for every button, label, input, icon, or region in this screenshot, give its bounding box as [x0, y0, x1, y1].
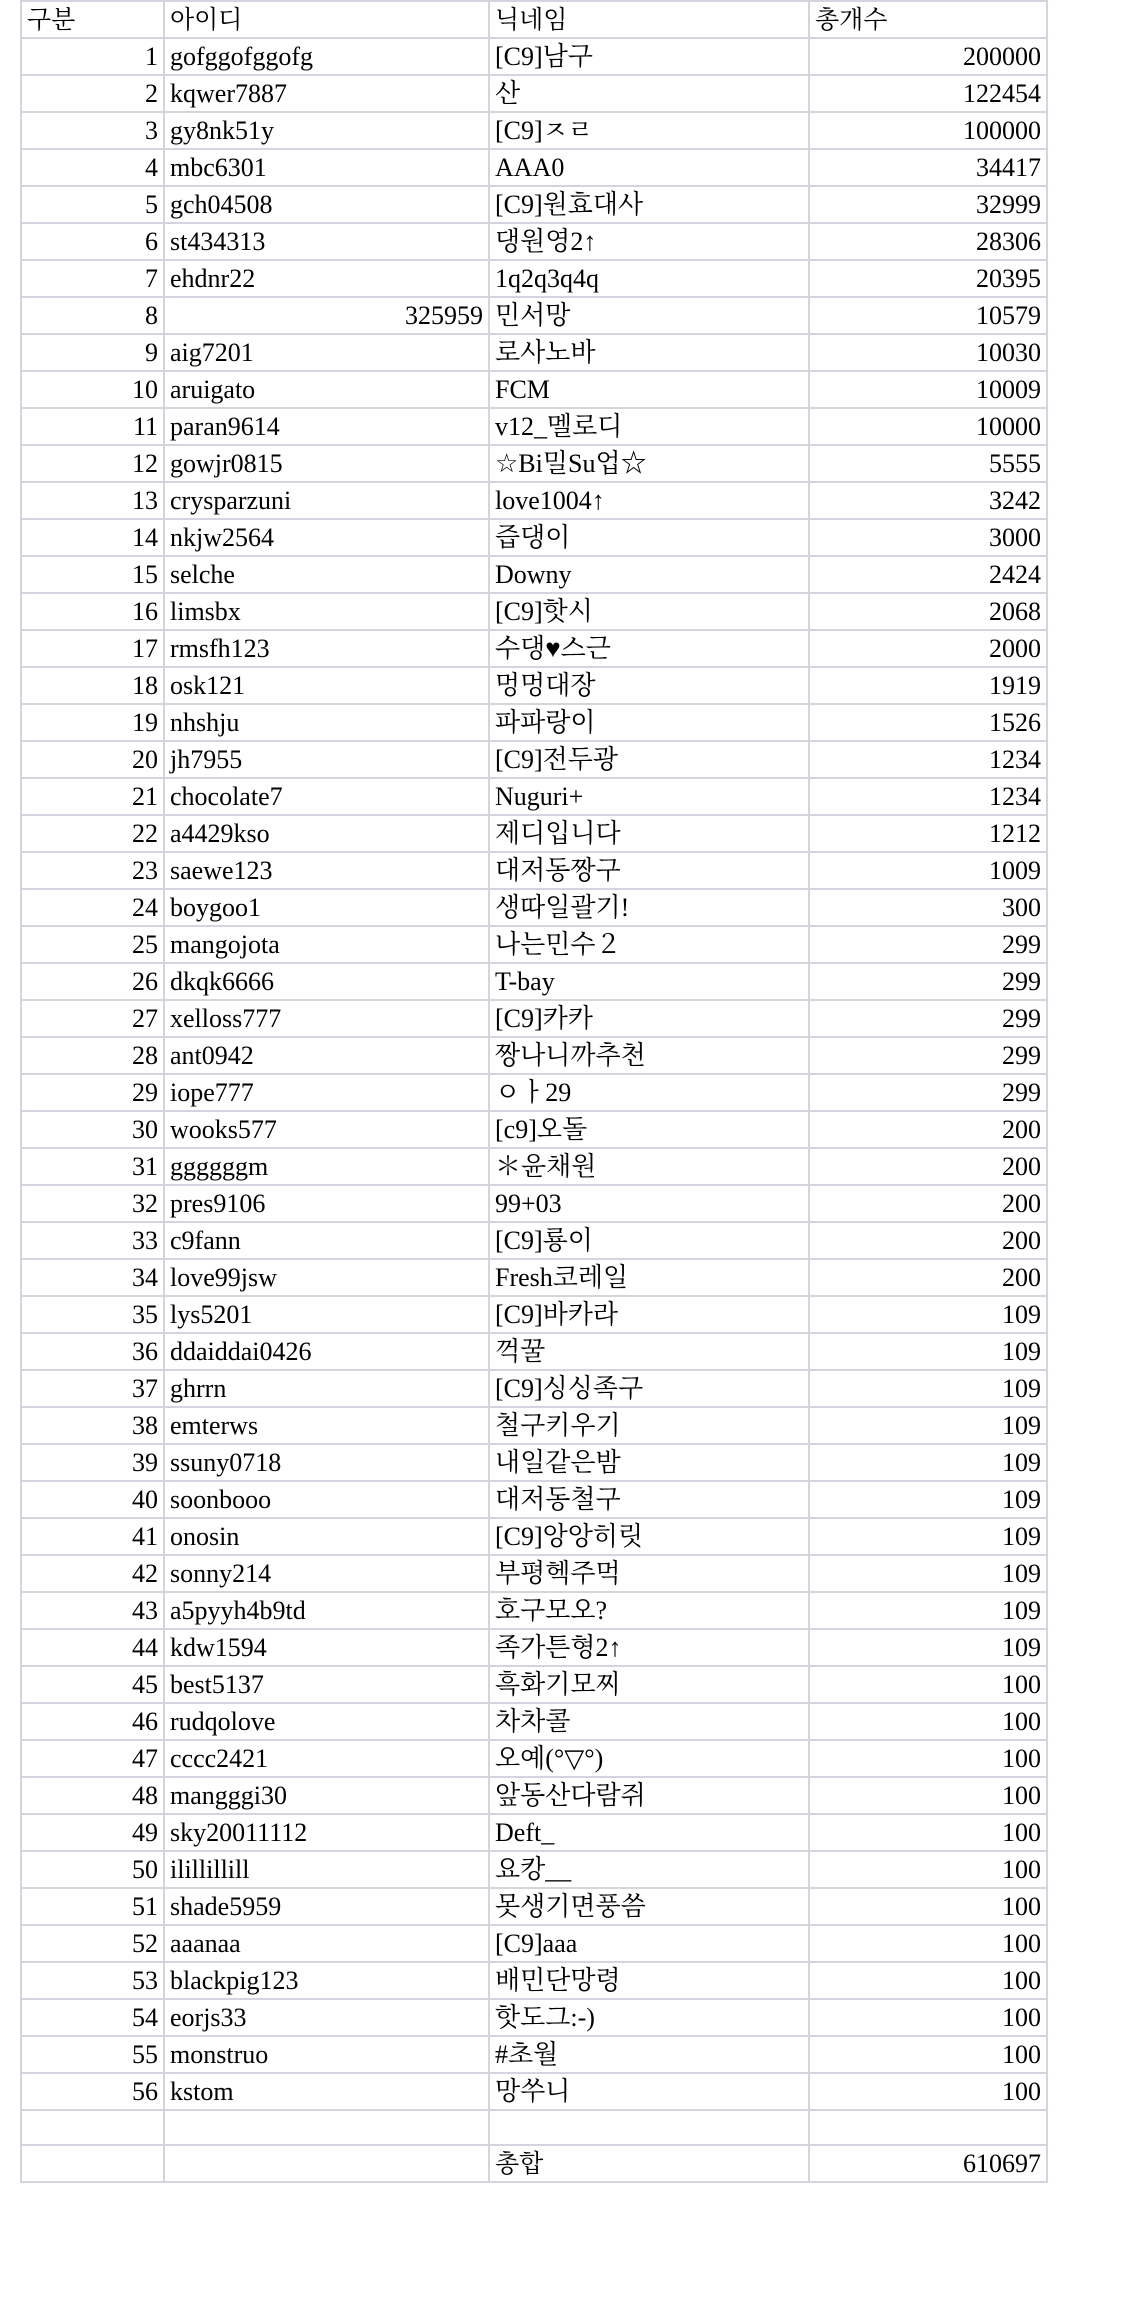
- cell-id: aruigato: [164, 371, 489, 408]
- cell-total: 200: [809, 1148, 1047, 1185]
- cell-id: ssuny0718: [164, 1444, 489, 1481]
- cell-no: 34: [21, 1259, 164, 1296]
- cell-nick: 제디입니다: [489, 815, 809, 852]
- summary-empty-cell: [21, 2145, 164, 2182]
- header-total: 총개수: [809, 1, 1047, 38]
- cell-nick: 호구모오?: [489, 1592, 809, 1629]
- cell-nick: 생따일괄기!: [489, 889, 809, 926]
- cell-total: 2068: [809, 593, 1047, 630]
- cell-id: monstruo: [164, 2036, 489, 2073]
- cell-id: boygoo1: [164, 889, 489, 926]
- cell-nick: 내일같은밤: [489, 1444, 809, 1481]
- cell-no: 47: [21, 1740, 164, 1777]
- cell-nick: [C9]남구: [489, 38, 809, 75]
- cell-nick: [C9]aaa: [489, 1925, 809, 1962]
- cell-no: 16: [21, 593, 164, 630]
- cell-nick: [C9]원효대사: [489, 186, 809, 223]
- cell-total: 3242: [809, 482, 1047, 519]
- cell-no: 7: [21, 260, 164, 297]
- cell-no: 21: [21, 778, 164, 815]
- summary-empty-cell: [164, 2145, 489, 2182]
- header-row: [21, 1, 1047, 38]
- cell-id: blackpig123: [164, 1962, 489, 1999]
- cell-no: 37: [21, 1370, 164, 1407]
- cell-id: saewe123: [164, 852, 489, 889]
- cell-id: nkjw2564: [164, 519, 489, 556]
- cell-id: ddaiddai0426: [164, 1333, 489, 1370]
- cell-no: 56: [21, 2073, 164, 2110]
- cell-total: 10009: [809, 371, 1047, 408]
- cell-total: 100: [809, 1814, 1047, 1851]
- cell-total: 100: [809, 1925, 1047, 1962]
- table-row: [21, 556, 1047, 593]
- cell-nick: [C9]카카: [489, 1000, 809, 1037]
- cell-nick: 99+03: [489, 1185, 809, 1222]
- table-row: [21, 704, 1047, 741]
- cell-id: c9fann: [164, 1222, 489, 1259]
- cell-total: 299: [809, 1037, 1047, 1074]
- cell-nick: AAA0: [489, 149, 809, 186]
- cell-no: 2: [21, 75, 164, 112]
- cell-id: eorjs33: [164, 1999, 489, 2036]
- cell-nick: 부평헥주먹: [489, 1555, 809, 1592]
- cell-id: selche: [164, 556, 489, 593]
- table-row: [21, 1037, 1047, 1074]
- table-row: [21, 1555, 1047, 1592]
- cell-nick: 족가튼형2↑: [489, 1629, 809, 1666]
- cell-total: 32999: [809, 186, 1047, 223]
- cell-nick: 짱나니까추천: [489, 1037, 809, 1074]
- cell-no: 55: [21, 2036, 164, 2073]
- cell-no: 43: [21, 1592, 164, 1629]
- cell-total: 100: [809, 1703, 1047, 1740]
- table-row: [21, 149, 1047, 186]
- table-row: [21, 1148, 1047, 1185]
- cell-total: 1009: [809, 852, 1047, 889]
- table-row: [21, 1999, 1047, 2036]
- cell-total: 200000: [809, 38, 1047, 75]
- cell-total: 100: [809, 1851, 1047, 1888]
- cell-total: 200: [809, 1185, 1047, 1222]
- cell-id: crysparzuni: [164, 482, 489, 519]
- cell-nick: 차차콜: [489, 1703, 809, 1740]
- table-row: [21, 778, 1047, 815]
- cell-total: 109: [809, 1629, 1047, 1666]
- cell-total: 20395: [809, 260, 1047, 297]
- cell-total: 28306: [809, 223, 1047, 260]
- cell-total: 100: [809, 1888, 1047, 1925]
- cell-nick: 대저동짱구: [489, 852, 809, 889]
- blank-cell: [489, 2110, 809, 2145]
- cell-nick: [C9]ㅈㄹ: [489, 112, 809, 149]
- cell-total: 299: [809, 1000, 1047, 1037]
- cell-total: 100: [809, 1777, 1047, 1814]
- cell-nick: 요캉__: [489, 1851, 809, 1888]
- table-row: [21, 1925, 1047, 1962]
- cell-id: rudqolove: [164, 1703, 489, 1740]
- cell-total: 109: [809, 1518, 1047, 1555]
- table-row: [21, 223, 1047, 260]
- table-row: [21, 112, 1047, 149]
- cell-no: 30: [21, 1111, 164, 1148]
- cell-total: 109: [809, 1370, 1047, 1407]
- cell-no: 48: [21, 1777, 164, 1814]
- cell-nick: ＊윤채원: [489, 1148, 809, 1185]
- cell-id: ghrrn: [164, 1370, 489, 1407]
- cell-id: paran9614: [164, 408, 489, 445]
- cell-id: love99jsw: [164, 1259, 489, 1296]
- cell-id: ehdnr22: [164, 260, 489, 297]
- cell-no: 9: [21, 334, 164, 371]
- cell-total: 109: [809, 1333, 1047, 1370]
- table-row: [21, 1962, 1047, 1999]
- cell-id: kstom: [164, 2073, 489, 2110]
- cell-no: 26: [21, 963, 164, 1000]
- cell-no: 20: [21, 741, 164, 778]
- cell-nick: Deft_: [489, 1814, 809, 1851]
- cell-nick: 오예(°▽°): [489, 1740, 809, 1777]
- cell-id: limsbx: [164, 593, 489, 630]
- cell-id: gofggofggofg: [164, 38, 489, 75]
- cell-id: mbc6301: [164, 149, 489, 186]
- table-row: [21, 1000, 1047, 1037]
- table-body: [21, 38, 1047, 2110]
- cell-id: a5pyyh4b9td: [164, 1592, 489, 1629]
- table-row: [21, 297, 1047, 334]
- cell-id: best5137: [164, 1666, 489, 1703]
- cell-nick: 핫도그:-): [489, 1999, 809, 2036]
- cell-total: 200: [809, 1111, 1047, 1148]
- cell-id: dkqk6666: [164, 963, 489, 1000]
- cell-id: jh7955: [164, 741, 489, 778]
- cell-id: kqwer7887: [164, 75, 489, 112]
- table-row: [21, 1407, 1047, 1444]
- table-row: [21, 1444, 1047, 1481]
- cell-no: 32: [21, 1185, 164, 1222]
- table-row: [21, 1666, 1047, 1703]
- cell-no: 40: [21, 1481, 164, 1518]
- table-row: [21, 815, 1047, 852]
- header-id: 아이디: [164, 1, 489, 38]
- cell-nick: [C9]전두광: [489, 741, 809, 778]
- cell-nick: [C9]싱싱족구: [489, 1370, 809, 1407]
- cell-id: gowjr0815: [164, 445, 489, 482]
- cell-no: 23: [21, 852, 164, 889]
- cell-no: 42: [21, 1555, 164, 1592]
- cell-no: 35: [21, 1296, 164, 1333]
- table-row: [21, 1222, 1047, 1259]
- cell-nick: ㅇㅏ29: [489, 1074, 809, 1111]
- cell-no: 15: [21, 556, 164, 593]
- cell-nick: 배민단망령: [489, 1962, 809, 1999]
- cell-total: 100: [809, 2073, 1047, 2110]
- cell-no: 10: [21, 371, 164, 408]
- cell-total: 100: [809, 1999, 1047, 2036]
- cell-nick: 못생기면풍씀: [489, 1888, 809, 1925]
- cell-total: 100: [809, 1740, 1047, 1777]
- table-row: [21, 926, 1047, 963]
- cell-nick: FCM: [489, 371, 809, 408]
- cell-no: 14: [21, 519, 164, 556]
- cell-no: 39: [21, 1444, 164, 1481]
- cell-id: aig7201: [164, 334, 489, 371]
- cell-no: 24: [21, 889, 164, 926]
- cell-id: pres9106: [164, 1185, 489, 1222]
- cell-id: ilillillill: [164, 1851, 489, 1888]
- table-row: [21, 186, 1047, 223]
- cell-nick: 흑화기모찌: [489, 1666, 809, 1703]
- cell-total: 100000: [809, 112, 1047, 149]
- table-row: [21, 852, 1047, 889]
- cell-no: 53: [21, 1962, 164, 1999]
- cell-nick: #초월: [489, 2036, 809, 2073]
- table-row: [21, 1296, 1047, 1333]
- cell-nick: [C9]핫시: [489, 593, 809, 630]
- table-row: [21, 75, 1047, 112]
- cell-id: osk121: [164, 667, 489, 704]
- cell-nick: 앞동산다람쥐: [489, 1777, 809, 1814]
- table-row: [21, 519, 1047, 556]
- blank-cell: [809, 2110, 1047, 2145]
- blank-row: [21, 2110, 1047, 2145]
- cell-nick: [C9]앙앙히릿: [489, 1518, 809, 1555]
- cell-total: 1234: [809, 778, 1047, 815]
- cell-total: 34417: [809, 149, 1047, 186]
- table-row: [21, 1370, 1047, 1407]
- cell-nick: [C9]바카라: [489, 1296, 809, 1333]
- cell-id: gy8nk51y: [164, 112, 489, 149]
- cell-no: 29: [21, 1074, 164, 1111]
- table-row: [21, 2036, 1047, 2073]
- cell-total: 109: [809, 1592, 1047, 1629]
- table-row: [21, 2073, 1047, 2110]
- cell-id: kdw1594: [164, 1629, 489, 1666]
- table-row: [21, 1888, 1047, 1925]
- cell-no: 6: [21, 223, 164, 260]
- cell-total: 109: [809, 1407, 1047, 1444]
- cell-no: 51: [21, 1888, 164, 1925]
- cell-total: 2000: [809, 630, 1047, 667]
- cell-no: 25: [21, 926, 164, 963]
- blank-cell: [164, 2110, 489, 2145]
- table-row: [21, 1703, 1047, 1740]
- cell-nick: 파파랑이: [489, 704, 809, 741]
- cell-no: 31: [21, 1148, 164, 1185]
- cell-id: onosin: [164, 1518, 489, 1555]
- table-row: [21, 445, 1047, 482]
- cell-nick: ☆Bi밀Su업☆: [489, 445, 809, 482]
- table-row: [21, 630, 1047, 667]
- table-row: [21, 1740, 1047, 1777]
- cell-total: 200: [809, 1222, 1047, 1259]
- cell-no: 1: [21, 38, 164, 75]
- cell-no: 22: [21, 815, 164, 852]
- table-row: [21, 334, 1047, 371]
- table-row: [21, 1629, 1047, 1666]
- cell-total: 109: [809, 1481, 1047, 1518]
- cell-id: iope777: [164, 1074, 489, 1111]
- cell-nick: 댕원영2↑: [489, 223, 809, 260]
- cell-nick: 즙댕이: [489, 519, 809, 556]
- cell-total: 109: [809, 1555, 1047, 1592]
- cell-total: 100: [809, 2036, 1047, 2073]
- cell-id: lys5201: [164, 1296, 489, 1333]
- cell-no: 5: [21, 186, 164, 223]
- cell-total: 122454: [809, 75, 1047, 112]
- cell-total: 100: [809, 1962, 1047, 1999]
- table-row: [21, 1333, 1047, 1370]
- cell-total: 100: [809, 1666, 1047, 1703]
- summary-row: [21, 2145, 1047, 2182]
- cell-id: aaanaa: [164, 1925, 489, 1962]
- cell-nick: 꺽꿀: [489, 1333, 809, 1370]
- cell-no: 44: [21, 1629, 164, 1666]
- cell-nick: Nuguri+: [489, 778, 809, 815]
- header-nick: 닉네임: [489, 1, 809, 38]
- cell-id: mangggi30: [164, 1777, 489, 1814]
- cell-id: sky20011112: [164, 1814, 489, 1851]
- cell-nick: 대저동철구: [489, 1481, 809, 1518]
- cell-nick: 망쑤니: [489, 2073, 809, 2110]
- cell-id: cccc2421: [164, 1740, 489, 1777]
- cell-no: 41: [21, 1518, 164, 1555]
- cell-no: 28: [21, 1037, 164, 1074]
- table-row: [21, 1777, 1047, 1814]
- table-row: [21, 371, 1047, 408]
- cell-id: a4429kso: [164, 815, 489, 852]
- cell-no: 4: [21, 149, 164, 186]
- table-row: [21, 1074, 1047, 1111]
- cell-id: nhshju: [164, 704, 489, 741]
- cell-total: 1526: [809, 704, 1047, 741]
- cell-no: 46: [21, 1703, 164, 1740]
- cell-id: ggggggm: [164, 1148, 489, 1185]
- table-row: [21, 741, 1047, 778]
- summary-label: 총합: [489, 2145, 809, 2182]
- cell-no: 49: [21, 1814, 164, 1851]
- cell-total: 299: [809, 963, 1047, 1000]
- cell-total: 10579: [809, 297, 1047, 334]
- cell-id: chocolate7: [164, 778, 489, 815]
- cell-nick: love1004↑: [489, 482, 809, 519]
- table-row: [21, 1592, 1047, 1629]
- table-row: [21, 408, 1047, 445]
- cell-total: 10030: [809, 334, 1047, 371]
- cell-total: 1919: [809, 667, 1047, 704]
- table-header: [21, 1, 1047, 38]
- cell-id: xelloss777: [164, 1000, 489, 1037]
- cell-nick: T-bay: [489, 963, 809, 1000]
- cell-no: 8: [21, 297, 164, 334]
- cell-no: 11: [21, 408, 164, 445]
- cell-nick: v12_멜로디: [489, 408, 809, 445]
- cell-total: 299: [809, 926, 1047, 963]
- cell-nick: [c9]오돌: [489, 1111, 809, 1148]
- cell-nick: 1q2q3q4q: [489, 260, 809, 297]
- cell-nick: 철구키우기: [489, 1407, 809, 1444]
- cell-nick: 민서망: [489, 297, 809, 334]
- cell-nick: 수댕♥스근: [489, 630, 809, 667]
- table-row: [21, 1481, 1047, 1518]
- table-row: [21, 1111, 1047, 1148]
- cell-total: 1212: [809, 815, 1047, 852]
- table-footer: [21, 2110, 1047, 2182]
- cell-no: 36: [21, 1333, 164, 1370]
- cell-id: 325959: [164, 297, 489, 334]
- cell-total: 2424: [809, 556, 1047, 593]
- cell-total: 1234: [809, 741, 1047, 778]
- cell-id: st434313: [164, 223, 489, 260]
- table-row: [21, 1259, 1047, 1296]
- cell-no: 12: [21, 445, 164, 482]
- cell-no: 3: [21, 112, 164, 149]
- cell-total: 300: [809, 889, 1047, 926]
- cell-id: sonny214: [164, 1555, 489, 1592]
- blank-cell: [21, 2110, 164, 2145]
- cell-nick: Fresh코레일: [489, 1259, 809, 1296]
- cell-no: 54: [21, 1999, 164, 2036]
- cell-nick: 멍멍대장: [489, 667, 809, 704]
- cell-total: 3000: [809, 519, 1047, 556]
- cell-no: 27: [21, 1000, 164, 1037]
- cell-id: shade5959: [164, 1888, 489, 1925]
- cell-nick: 산: [489, 75, 809, 112]
- cell-id: mangojota: [164, 926, 489, 963]
- table-row: [21, 260, 1047, 297]
- table-row: [21, 1518, 1047, 1555]
- cell-id: soonbooo: [164, 1481, 489, 1518]
- cell-no: 13: [21, 482, 164, 519]
- table-row: [21, 889, 1047, 926]
- cell-total: 200: [809, 1259, 1047, 1296]
- cell-no: 33: [21, 1222, 164, 1259]
- cell-id: gch04508: [164, 186, 489, 223]
- cell-nick: [C9]룡이: [489, 1222, 809, 1259]
- table-row: [21, 593, 1047, 630]
- table-row: [21, 1851, 1047, 1888]
- cell-id: emterws: [164, 1407, 489, 1444]
- table-row: [21, 38, 1047, 75]
- ranking-table: [20, 0, 1048, 2183]
- table-row: [21, 667, 1047, 704]
- cell-no: 45: [21, 1666, 164, 1703]
- cell-total: 109: [809, 1296, 1047, 1333]
- cell-no: 52: [21, 1925, 164, 1962]
- cell-no: 17: [21, 630, 164, 667]
- header-no: 구분: [21, 1, 164, 38]
- table-row: [21, 963, 1047, 1000]
- cell-total: 5555: [809, 445, 1047, 482]
- cell-nick: 나는민수２: [489, 926, 809, 963]
- cell-total: 109: [809, 1444, 1047, 1481]
- cell-nick: Downy: [489, 556, 809, 593]
- cell-id: rmsfh123: [164, 630, 489, 667]
- cell-no: 19: [21, 704, 164, 741]
- cell-nick: 로사노바: [489, 334, 809, 371]
- cell-total: 10000: [809, 408, 1047, 445]
- table-row: [21, 1814, 1047, 1851]
- cell-id: ant0942: [164, 1037, 489, 1074]
- cell-no: 38: [21, 1407, 164, 1444]
- cell-total: 299: [809, 1074, 1047, 1111]
- cell-no: 18: [21, 667, 164, 704]
- summary-total: 610697: [809, 2145, 1047, 2182]
- table-row: [21, 1185, 1047, 1222]
- cell-id: wooks577: [164, 1111, 489, 1148]
- cell-no: 50: [21, 1851, 164, 1888]
- table-row: [21, 482, 1047, 519]
